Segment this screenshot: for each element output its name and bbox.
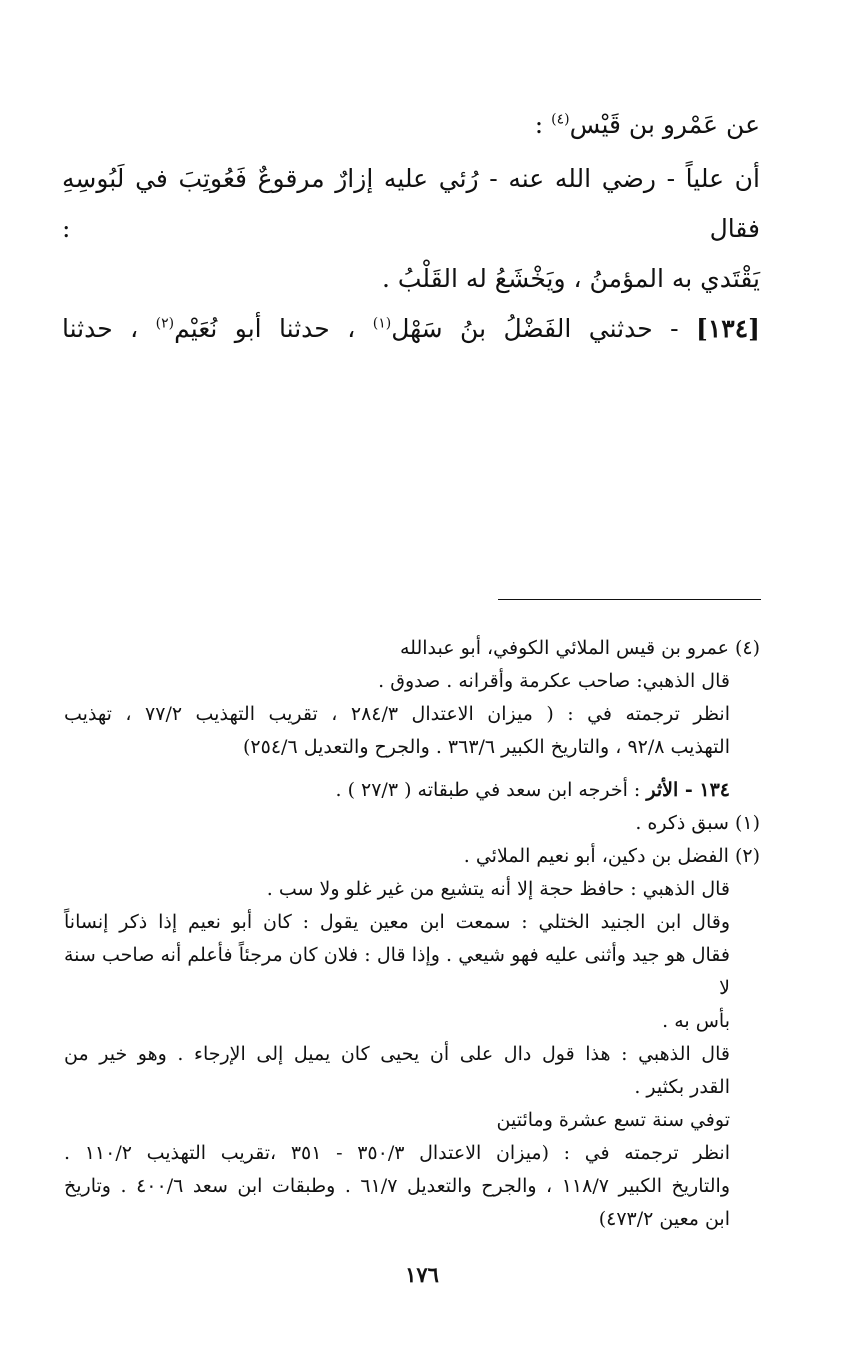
colon: : <box>534 110 552 139</box>
text-line: أن علياً - رضي الله عنه - رُئي عليه إزارٌ مرقوعٌ فَعُوتِبَ في لَبُوسِهِ فقال : <box>62 164 760 243</box>
footnote-line: توفي سنة تسع عشرة ومائتين <box>496 1109 730 1131</box>
footnote-line: فقال هو جيد وأثنى عليه فهو شيعي . وإذا قال : فلان كان مرجئاً فأعلم أنه صاحب سنة لا <box>64 944 730 999</box>
footnote-line: القدر بكثير . <box>634 1076 730 1098</box>
footnote-ref: (٤) <box>551 111 570 128</box>
footnote-ref: (٢) <box>155 315 175 332</box>
footnote-line: بأس به . <box>662 1010 730 1032</box>
hadith-number: [١٣٤] <box>696 314 760 343</box>
footnote-line: (٢) الفضل بن دكين، أبو نعيم الملائي . <box>463 845 760 867</box>
footnote-divider <box>498 599 761 600</box>
footnote-line: قال الذهبي : حافظ حجة إلا أنه يتشيع من غير غلو ولا سب . <box>266 878 730 900</box>
athar-text: : أخرجه ابن سعد في طبقاته ( ٢٧/٣ ) . <box>335 779 647 801</box>
footnote-line: (١) سبق ذكره . <box>635 812 760 834</box>
footnote-line: انظر ترجمته في : ( ميزان الاعتدال ٢٨٤/٣ ، تقريب التهذيب ٧٧/٢ ، تهذيب <box>64 703 730 725</box>
footnote-line: وقال ابن الجنيد الختلي : سمعت ابن معين يقول : كان أبو نعيم إذا ذكر إنساناً <box>64 911 730 933</box>
athar-label: ١٣٤ - الأثر <box>646 779 730 801</box>
footnote-line: (٤) عمرو بن قيس الملائي الكوفي، أبو عبدالله <box>399 637 760 659</box>
athar-line <box>64 774 760 807</box>
footnote-line: التهذيب ٩٢/٨ ، والتاريخ الكبير ٣٦٣/٦ . والجرح والتعديل ٢٥٤/٦) <box>243 736 730 758</box>
text-segment: - حدثني الفَضْلُ بنُ سَهْل <box>391 314 697 343</box>
page-number: ١٧٦ <box>405 1262 439 1287</box>
spacer <box>64 764 760 774</box>
narrator-name: عن عَمْرو بن قَيْس <box>569 110 760 139</box>
footnote-ref: (١) <box>372 315 392 332</box>
footnotes <box>64 632 760 1236</box>
footnote-line: ابن معين ٤٧٣/٢) <box>598 1208 730 1230</box>
text-line: يَقْتَدي به المؤمنُ ، ويَخْشَعُ له القَلْبُ . <box>381 264 760 293</box>
footnote-line: قال الذهبي: صاحب عكرمة وأقرانه . صدوق . <box>378 670 730 692</box>
text-segment: ، حدثنا <box>62 314 156 343</box>
hadith-line <box>62 304 760 354</box>
footnote-line: والتاريخ الكبير ١١٨/٧ ، والجرح والتعديل ٦١/٧ . وطبقات ابن سعد ٤٠٠/٦ . وتاريخ <box>64 1175 730 1197</box>
main-text <box>62 100 760 354</box>
narrator-line <box>62 100 760 150</box>
footnote-line: انظر ترجمته في : (ميزان الاعتدال ٣٥٠/٣ - ٣٥١ ،تقريب التهذيب ١١٠/٢ . <box>64 1142 731 1164</box>
text-segment: ، حدثنا أبو نُعَيْم <box>174 314 373 343</box>
footnote-line: قال الذهبي : هذا قول دال على أن يحيى كان يميل إلى الإرجاء . وهو خير من <box>64 1043 730 1065</box>
